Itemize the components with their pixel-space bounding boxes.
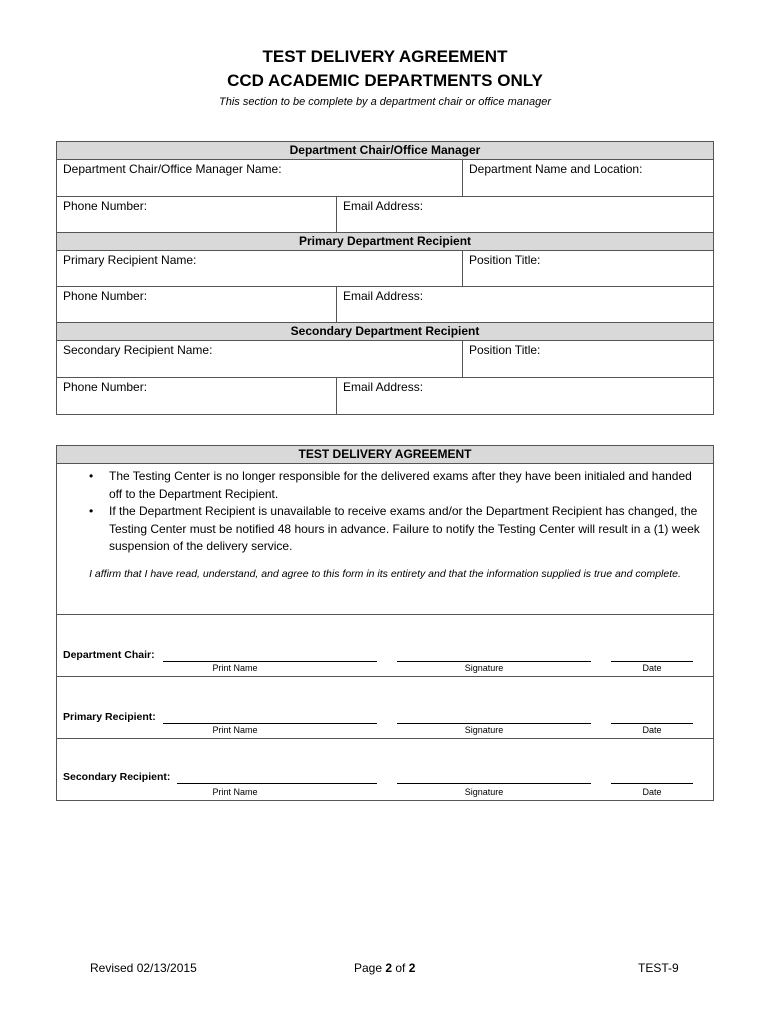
primary-position-title-field[interactable] [462, 251, 713, 286]
page-of: of [392, 961, 409, 975]
agreement-box [56, 445, 714, 801]
page-number [354, 961, 415, 975]
signature-line[interactable] [397, 661, 591, 662]
signature-label: Secondary Recipient: [63, 771, 171, 783]
secondary-recipient-name-field[interactable] [57, 341, 462, 377]
list-item [89, 503, 705, 556]
dept-chair-email-field[interactable] [336, 197, 713, 232]
field-label: Secondary Recipient Name: [63, 343, 213, 357]
page-current: 2 [385, 961, 393, 975]
agreement-heading: TEST DELIVERY AGREEMENT [57, 446, 713, 464]
dept-name-location-field[interactable] [462, 160, 713, 196]
form-id: TEST-9 [638, 961, 679, 975]
signature-row-dept-chair [57, 614, 713, 676]
field-label: Phone Number: [63, 380, 148, 394]
date-line[interactable] [611, 723, 693, 724]
contact-info-table [56, 141, 714, 415]
date-caption: Date [642, 787, 662, 797]
term-text: The Testing Center is no longer responsible for the delivered exams after they have been initialed and handed off to the Department Recipient. [109, 469, 692, 501]
date-line[interactable] [611, 661, 693, 662]
field-label: Phone Number: [63, 199, 148, 213]
secondary-email-field[interactable] [336, 378, 713, 414]
print-name-caption: Print Name [212, 725, 258, 735]
print-name-caption: Print Name [212, 663, 258, 673]
field-label: Position Title: [469, 253, 541, 267]
signature-caption: Signature [464, 725, 504, 735]
signature-label: Primary Recipient: [63, 711, 156, 723]
field-label: Department Name and Location: [469, 162, 643, 176]
primary-phone-field[interactable] [57, 287, 336, 322]
primary-email-field[interactable] [336, 287, 713, 322]
date-caption: Date [642, 663, 662, 673]
list-item [89, 468, 705, 503]
field-label: Position Title: [469, 343, 541, 357]
affirmation-statement: I affirm that I have read, understand, and agree to this form in its entirety and that the information supplied is true and complete. [89, 567, 681, 580]
section-heading-dept-chair: Department Chair/Office Manager [57, 142, 713, 160]
page-total: 2 [408, 961, 416, 975]
primary-recipient-name-field[interactable] [57, 251, 462, 286]
term-text: If the Department Recipient is unavailable to receive exams and/or the Department Recipient has changed, the Testing Center must be notified 48 hours in advance. Failure to notify the Testing Center will result in a (1) week suspension of the delivery service. [109, 504, 700, 553]
bullet-icon: • [89, 504, 94, 518]
print-name-caption: Print Name [212, 787, 258, 797]
signature-caption: Signature [464, 663, 504, 673]
page-title-line-1: TEST DELIVERY AGREEMENT [262, 47, 508, 66]
agreement-terms-list [57, 464, 713, 556]
signature-caption: Signature [464, 787, 504, 797]
signature-line[interactable] [397, 723, 591, 724]
section-heading-primary-recipient: Primary Department Recipient [57, 233, 713, 251]
field-label: Email Address: [343, 380, 424, 394]
section-heading-secondary-recipient: Secondary Department Recipient [57, 323, 713, 341]
page-title-line-2: CCD ACADEMIC DEPARTMENTS ONLY [227, 71, 543, 90]
page-subtitle: This section to be complete by a department chair or office manager [218, 96, 551, 108]
field-label: Department Chair/Office Manager Name: [63, 162, 282, 176]
field-label: Phone Number: [63, 289, 148, 303]
signature-row-secondary-recipient [57, 738, 713, 800]
revision-date: Revised 02/13/2015 [90, 961, 197, 975]
secondary-phone-field[interactable] [57, 378, 336, 414]
date-caption: Date [642, 725, 662, 735]
bullet-icon: • [89, 469, 94, 483]
dept-chair-phone-field[interactable] [57, 197, 336, 232]
dept-chair-name-field[interactable] [57, 160, 462, 196]
field-label: Email Address: [343, 199, 424, 213]
page-prefix: Page [354, 961, 386, 975]
print-name-line[interactable] [163, 661, 377, 662]
print-name-line[interactable] [163, 723, 377, 724]
print-name-line[interactable] [177, 783, 377, 784]
field-label: Email Address: [343, 289, 424, 303]
signature-label: Department Chair: [63, 649, 155, 661]
field-label: Primary Recipient Name: [63, 253, 197, 267]
secondary-position-title-field[interactable] [462, 341, 713, 377]
signature-line[interactable] [397, 783, 591, 784]
date-line[interactable] [611, 783, 693, 784]
signature-row-primary-recipient [57, 676, 713, 738]
